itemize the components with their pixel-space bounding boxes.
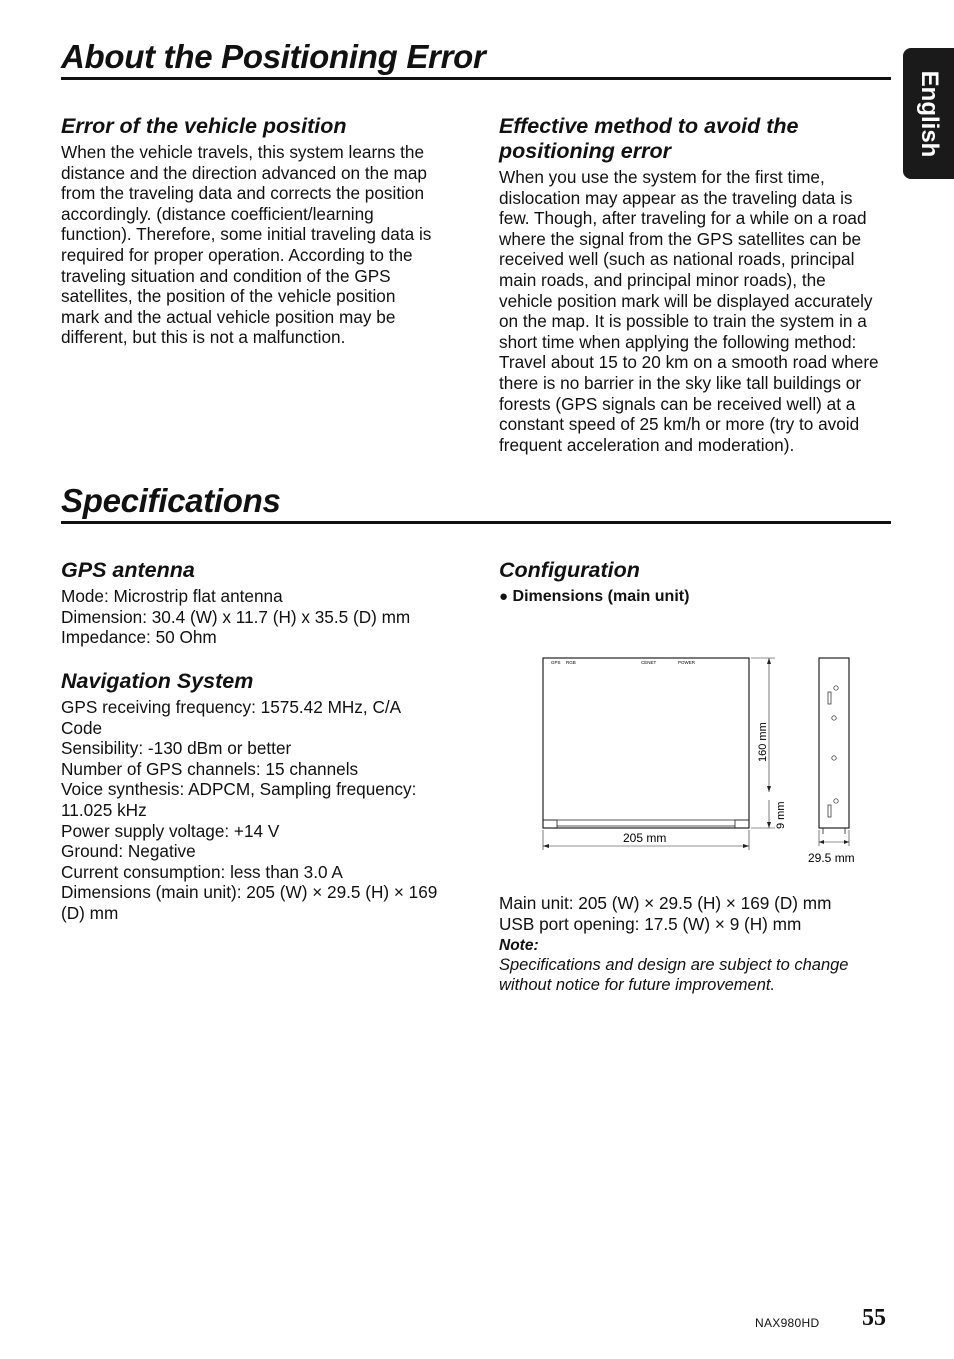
navigation-line: Code <box>61 717 103 738</box>
navigation-line: (D) mm <box>61 902 119 923</box>
method-line: forests (GPS signals can be received well) at a <box>499 393 856 414</box>
configuration-body <box>499 893 899 934</box>
error-line: satellites, the position of the vehicle position <box>61 286 396 307</box>
width-label: 205 mm <box>623 831 667 845</box>
front-label-rgb: RGB <box>566 660 576 665</box>
navigation-line: Sensibility: -130 dBm or better <box>61 738 292 759</box>
navigation-line: Number of GPS channels: 15 channels <box>61 758 359 779</box>
depth-arrow-left <box>819 840 824 844</box>
method-heading-line: positioning error <box>499 139 671 163</box>
error-body <box>61 142 461 348</box>
error-line: different, but this is not a malfunction. <box>61 327 346 348</box>
error-line: required for proper operation. According to the <box>61 244 413 265</box>
note-line: Specifications and design are subject to change <box>499 956 849 975</box>
gps-antenna-section <box>61 558 461 648</box>
height-label: 160 mm <box>757 722 769 762</box>
navigation-line: GPS receiving frequency: 1575.42 MHz, C/A <box>61 697 402 717</box>
error-line: function). Therefore, some initial traveling data is <box>61 224 432 245</box>
method-line: received well (such as national roads, principal <box>499 249 855 270</box>
gps-antenna-line: Mode: Microstrip flat antenna <box>61 586 283 606</box>
dimensions-diagram <box>535 650 875 872</box>
method-line: where the signal from the GPS satellites can be <box>499 228 862 249</box>
error-line: distance and the direction advanced on the map <box>61 162 427 183</box>
error-section <box>61 114 461 348</box>
side-hole-icon <box>832 756 836 760</box>
depth-label: 29.5 mm <box>808 851 855 865</box>
configuration-heading: Configuration <box>499 558 640 582</box>
front-label-power: POWER <box>678 660 696 665</box>
navigation-heading: Navigation System <box>61 669 254 693</box>
front-foot-left <box>543 820 557 828</box>
navigation-body <box>61 697 461 924</box>
method-line: constant speed of 25 km/h or more (try to avoid <box>499 414 860 435</box>
gps-antenna-heading: GPS antenna <box>61 558 195 582</box>
method-line: short time when applying the following method: <box>499 331 857 352</box>
width-arrow-left <box>543 844 549 848</box>
side-screw-icon <box>834 686 838 690</box>
dimensions-bullet <box>499 588 899 606</box>
depth-arrow-right <box>844 840 849 844</box>
height-arrow-top <box>767 658 771 664</box>
gps-antenna-line: Impedance: 50 Ohm <box>61 627 217 648</box>
specifications-title: Specifications <box>61 482 281 519</box>
side-hole-icon <box>832 716 836 720</box>
dimensions-bullet-label: Dimensions (main unit) <box>512 588 690 605</box>
title-rule <box>61 77 891 80</box>
gps-antenna-line: Dimension: 30.4 (W) x 11.7 (H) x 35.5 (D) mm <box>61 606 411 627</box>
side-screw-icon <box>834 799 838 803</box>
navigation-line: Power supply voltage: +14 V <box>61 820 280 841</box>
port-arrow <box>767 822 771 828</box>
configuration-details <box>499 893 899 995</box>
front-view-outline <box>543 658 749 828</box>
side-bracket-icon <box>828 805 831 817</box>
language-tab-label: English <box>915 70 943 157</box>
language-tab <box>903 48 954 179</box>
navigation-line: 11.025 kHz <box>61 799 147 820</box>
method-line: dislocation may appear as the traveling data is <box>499 187 853 208</box>
front-label-cenet: CENET <box>641 660 657 665</box>
error-line: accordingly. (distance coefficient/learning <box>61 203 374 224</box>
navigation-line: Current consumption: less than 3.0 A <box>61 861 343 882</box>
configuration-line: USB port opening: 17.5 (W) × 9 (H) mm <box>499 913 802 934</box>
front-foot-right <box>735 820 749 828</box>
model-number: NAX980HD <box>755 1316 820 1330</box>
method-body <box>499 167 899 455</box>
bullet-icon: ● <box>499 588 509 605</box>
method-line: there is no barrier in the sky like tall buildings or <box>499 372 862 393</box>
note-label: Note: <box>499 937 539 955</box>
method-line: main roads, and principal minor roads), the <box>499 269 826 290</box>
navigation-line: Voice synthesis: ADPCM, Sampling frequency: <box>61 779 417 800</box>
front-label-gps: GPS <box>551 660 561 665</box>
port-label: 9 mm <box>775 801 787 829</box>
navigation-section <box>61 669 461 924</box>
method-heading <box>499 114 899 164</box>
error-line: traveling situation and condition of the GPS <box>61 265 391 286</box>
error-heading: Error of the vehicle position <box>61 114 347 138</box>
navigation-line: Dimensions (main unit): 205 (W) × 29.5 (H) × 169 <box>61 882 438 903</box>
method-line: few. Though, after traveling for a while on a road <box>499 208 867 229</box>
method-line: Travel about 15 to 20 km on a smooth road where <box>499 352 879 373</box>
side-bracket-icon <box>828 692 831 704</box>
height-arrow-bottom <box>767 786 771 792</box>
note-text <box>499 955 899 995</box>
positioning-title: About the Positioning Error <box>61 38 486 75</box>
note-line: without notice for future improvement. <box>499 976 776 995</box>
error-line: mark and the actual vehicle position may be <box>61 306 396 327</box>
navigation-line: Ground: Negative <box>61 841 196 862</box>
configuration-line: Main unit: 205 (W) × 29.5 (H) × 169 (D) mm <box>499 893 832 913</box>
method-line: When you use the system for the first time, <box>499 167 825 187</box>
method-line: vehicle position mark will be displayed accurately <box>499 290 873 311</box>
gps-antenna-body <box>61 586 461 648</box>
method-line: on the map. It is possible to train the system in a <box>499 311 867 332</box>
method-section <box>499 114 899 455</box>
page-number: 55 <box>862 1305 886 1331</box>
method-line: frequent acceleration and moderation). <box>499 434 795 455</box>
width-arrow-right <box>743 844 749 848</box>
error-line: When the vehicle travels, this system learns the <box>61 142 425 162</box>
error-line: from the traveling data and corrects the position <box>61 183 425 204</box>
method-heading-line: Effective method to avoid the <box>499 114 799 138</box>
configuration-section <box>499 558 899 606</box>
specifications-rule <box>61 521 891 524</box>
